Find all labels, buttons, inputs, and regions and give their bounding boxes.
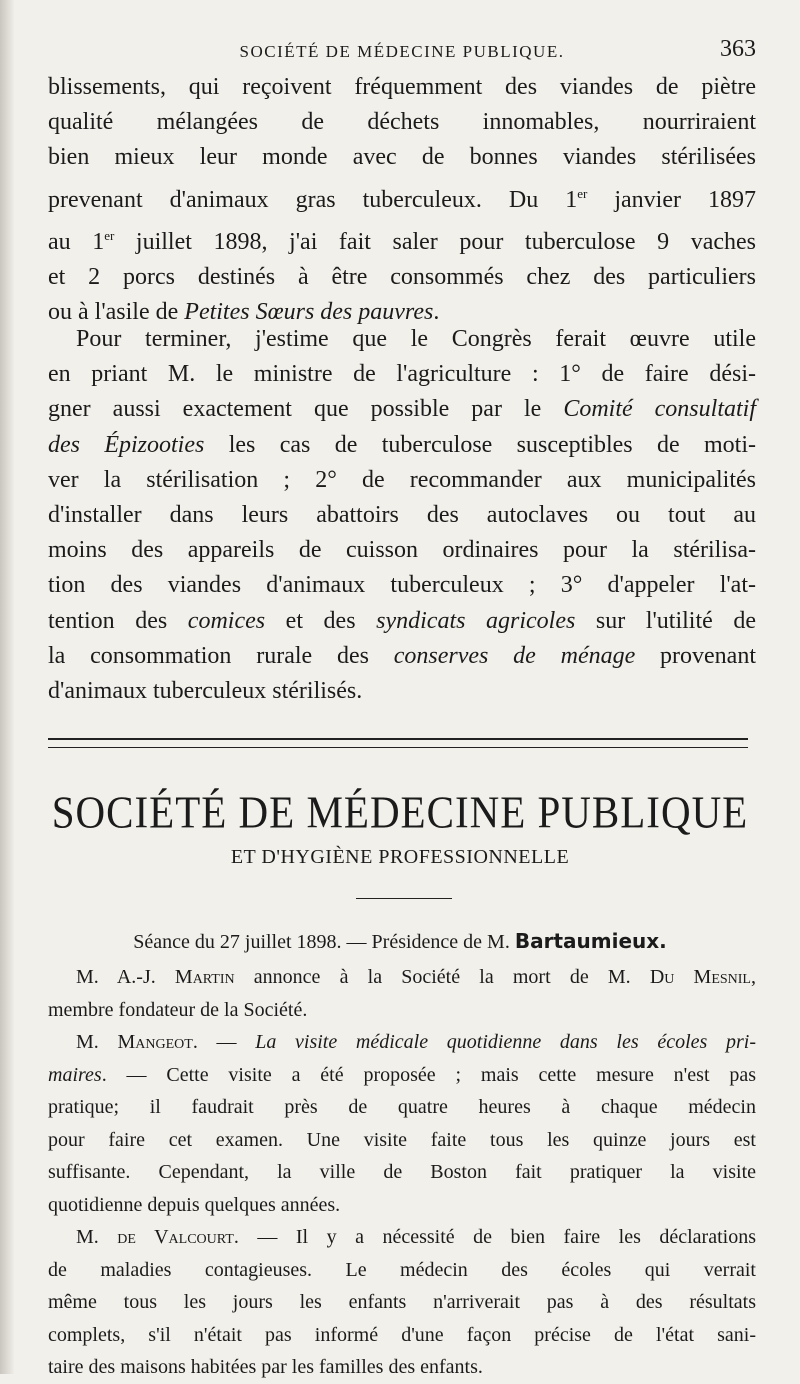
page-number: 363 — [720, 36, 756, 62]
text-line: maires. — Cette visite a été proposée ; mais cette mesure n'est pas — [48, 1063, 756, 1086]
president-name: Bartaumieux. — [514, 929, 667, 953]
text-line: qualité mélangées de déchets innomables, nourriraient — [48, 109, 756, 136]
society-title: SOCIÉTÉ DE MÉDECINE PUBLIQUE — [51, 786, 749, 838]
session-line: Séance du 27 juillet 1898. — Présidence de M. Bartaumieux. — [133, 929, 667, 953]
text-line: même tous les jours les enfants n'arriverait pas à des résultats — [48, 1291, 756, 1313]
text-line: pratique; il faudrait près de quatre heures à chaque médecin — [48, 1096, 756, 1118]
speaker-name: Martin — [174, 966, 235, 988]
text-line: de maladies contagieuses. Le médecin des écoles qui verrait — [48, 1258, 756, 1281]
italic-text: Petites Sœurs des pauvres — [184, 299, 434, 326]
text-line: ver la stérilisation ; 2° de recommander aux municipalités — [48, 466, 756, 493]
text-line: suffisante. Cependant, la ville de Boston fait pratiquer la visite — [48, 1161, 756, 1183]
text-line: bien mieux leur monde avec de bonnes viandes stérilisées — [48, 144, 756, 171]
running-title: SOCIÉTÉ DE MÉDECINE PUBLIQUE. — [239, 42, 565, 61]
text-line: quotidienne depuis quelques années. — [48, 1193, 341, 1216]
text-line: Pour terminer, j'estime que le Congrès ferait œuvre utile — [76, 326, 756, 352]
text-line: au 1er juillet 1898, j'ai fait saler pour tuberculose 9 vaches — [48, 227, 756, 255]
text-line: complets, s'il n'était pas informé d'une façon précise de l'état sani- — [48, 1323, 756, 1346]
title-rule — [356, 898, 452, 899]
text-line: prevenant d'animaux gras tuberculeux. Du 1er janvier 1897 — [48, 185, 756, 213]
text-line: ou à l'asile de Petites Sœurs des pauvres. — [48, 299, 440, 326]
text-line: membre fondateur de la Société. — [48, 998, 308, 1021]
ordinal-suffix: er — [577, 185, 588, 201]
running-head — [48, 36, 756, 66]
person-name: Du Mesnil — [649, 966, 751, 988]
paragraph-1 — [48, 70, 756, 330]
text-line: gner aussi exactement que possible par le Comité consultatif — [48, 396, 756, 423]
speaker-name: de Valcourt — [117, 1226, 234, 1248]
text-line: taire des maisons habitées par les familles des enfants. — [48, 1356, 483, 1378]
text-line: d'installer dans leurs abattoirs des autoclaves ou tout au — [48, 502, 756, 529]
speaker-name: Mangeot — [117, 1031, 193, 1053]
text-line: tention des comices et des syndicats agricoles sur l'utilité de — [48, 607, 757, 634]
text-line: blissements, qui reçoivent fréquemment des viandes de piètre — [48, 74, 756, 100]
text-line: M. A.-J. Martin annonce à la Société la mort de M. Du Mesnil, — [76, 966, 756, 988]
text-line: et 2 porcs destinés à être consommés chez des particuliers — [48, 264, 756, 291]
text-line: moins des appareils de cuisson ordinaires pour la stérilisa- — [48, 537, 756, 564]
text-line: tion des viandes d'animaux tuberculeux ; 3° d'appeler l'at- — [48, 572, 756, 599]
paragraph-2 — [48, 322, 756, 709]
text-line: des Épizooties les cas de tuberculose susceptibles de moti- — [48, 431, 756, 458]
text-line: M. Mangeot. — La visite médicale quotidienne dans les écoles pri- — [76, 1031, 756, 1053]
society-subtitle: ET D'HYGIÈNE PROFESSIONNELLE — [230, 846, 570, 868]
section-divider — [48, 738, 748, 748]
text-line: pour faire cet examen. Une visite faite tous les quinze jours est — [48, 1128, 756, 1151]
text-line: M. de Valcourt. — Il y a nécessité de bien faire les déclarations — [76, 1226, 756, 1248]
text-line: en priant M. le ministre de l'agriculture : 1° de faire dési- — [48, 361, 756, 388]
text-line: d'animaux tuberculeux stérilisés. — [48, 678, 363, 705]
ordinal-suffix: er — [104, 227, 115, 243]
text-line: la consommation rurale des conserves de ménage provenant — [48, 642, 757, 669]
minutes — [48, 961, 756, 1384]
